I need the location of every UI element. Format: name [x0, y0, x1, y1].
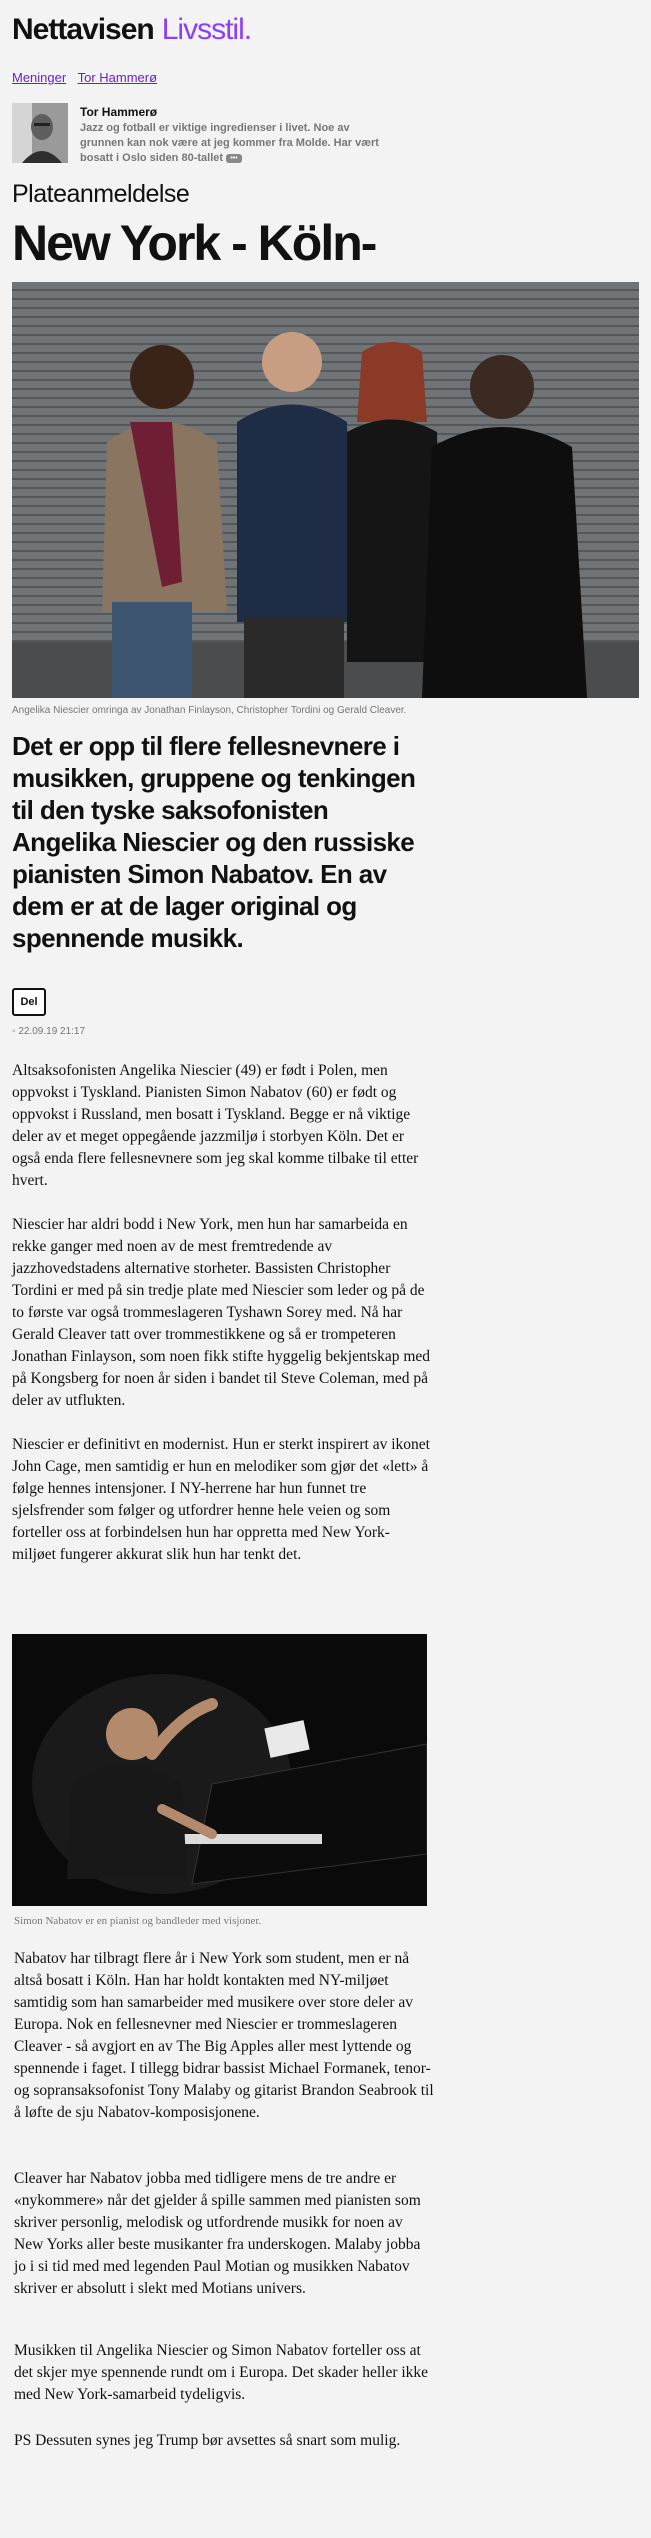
- paragraph-5: Cleaver har Nabatov jobba med tidligere mens de tre andre er «nykommere» når det gjelder å spille sammen med pianisten som skriver personlig, melodisk og utfordrende musikk for noen av New Yorks aller beste musikanter fra underskogen. Malaby jobba jo i si tid med med legenden Paul Motian og musikken Nabatov skriver er absolutt i slekt med Motians univers.: [14, 2170, 421, 2297]
- paragraph-7: PS Dessuten synes jeg Trump bør avsettes så snart som mulig.: [14, 2432, 401, 2449]
- author-bio-text: Jazz og fotball er viktige ingredienser i livet. Noe av grunnen kan nok være at jeg kommer fra Molde. Har vært bosatt i Oslo siden 80-tallet: [80, 122, 379, 164]
- avatar[interactable]: [12, 103, 68, 163]
- paragraph-3: Niescier er definitivt en modernist. Hun er sterkt inspirert av ikonet John Cage, men samtidig er hun en melodiker som gjør det «lett» å følge hennes intensjoner. I NY-herrene har hun funnet tre sjelsfrender som følger og utfordrer henne hele veien og som forteller oss at forbindelsen hun har oppretta med New York-miljøet fungerer akkurat slik hun har tenkt det.: [12, 1436, 430, 1563]
- share-button[interactable]: Del: [12, 988, 46, 1016]
- hero-image: [12, 282, 639, 698]
- section-name: Livsstil.: [161, 13, 252, 46]
- paragraph-2: Niescier har aldri bodd i New York, men hun har samarbeida en rekke ganger med noen av de mest fremtredende av jazzhovedstadens alternative storheter. Bassisten Christopher Tordini er med på sin tredje plate med Niescier som leder og på de to første var også trommeslageren Tyshawn Sorey med. Nå har Gerald Cleaver tatt over trommestikkene og så er trompeteren Jonathan Finlayson, som noen fikk stifte hyggelig bekjentskap med på Kongsberg for noen år siden i bandet til Steve Coleman, med på deler av utflukten.: [12, 1216, 431, 1409]
- article-kicker: Plateanmeldelse: [12, 180, 190, 208]
- band-photo: [12, 282, 639, 698]
- clock-icon: ◦: [12, 1026, 19, 1037]
- breadcrumb: [12, 70, 165, 85]
- publish-date-text: 22.09.19 21:17: [18, 1026, 86, 1037]
- hero-caption: Angelika Niescier omringa av Jonathan Finlayson, Christopher Tordini og Gerald Cleaver.: [12, 705, 407, 716]
- site-logo[interactable]: [12, 12, 251, 48]
- publish-date: [12, 1026, 85, 1037]
- paragraph-4: Nabatov har tilbragt flere år i New York som student, men er nå altså bosatt i Köln. Han har holdt kontakten med NY-miljøet samtidig som han samarbeider med musikere over store deler av Europa. Nok en fellesnevner med Niescier er trommeslageren Cleaver - så avgjort en av The Big Apples aller mest lyttende og spennende i faget. I tillegg bidrar bassist Michael Formanek, tenor- og sopransaksofonist Tony Malaby og gitarist Brandon Seabrook til å løfte de sju Nabatov-komposisjonene.: [14, 1950, 434, 2121]
- pianist-caption: Simon Nabatov er en pianist og bandleder med visjoner.: [14, 1915, 262, 1927]
- author-portrait: [12, 103, 68, 163]
- pianist-photo: [12, 1634, 427, 1906]
- article-title: New York - Köln-: [12, 215, 376, 271]
- author-bio: [80, 121, 380, 166]
- paragraph-1: Altsaksofonisten Angelika Niescier (49) er født i Polen, men oppvokst i Tyskland. Pianisten Simon Nabatov (60) er født og oppvokst i Russland, men bosatt i Tyskland. Begge er nå viktige deler av et meget oppegående jazzmiljø i storbyen Köln. Det er også enda flere fellesnevnere som jeg skal komme tilbake til etter hvert.: [12, 1062, 419, 1189]
- brand-name: Nettavisen: [12, 13, 154, 46]
- pianist-image: [12, 1634, 427, 1906]
- ellipsis-icon[interactable]: •••: [226, 154, 242, 163]
- author-name[interactable]: Tor Hammerø: [80, 105, 158, 119]
- article-lead: Det er opp til flere fellesnevnere i musikken, gruppene og tenkingen til den tyske saksofonisten Angelika Niescier og den russiske pianisten Simon Nabatov. En av dem er at de lager original og spennende musikk.: [12, 731, 416, 953]
- author-box: [12, 103, 379, 164]
- breadcrumb-author[interactable]: Tor Hammerø: [77, 70, 158, 85]
- breadcrumb-meninger[interactable]: Meninger: [12, 70, 67, 85]
- paragraph-6: Musikken til Angelika Niescier og Simon Nabatov forteller oss at det skjer mye spennende rundt om i Europa. Det skader heller ikke med New York-samarbeid tydeligvis.: [14, 2342, 429, 2403]
